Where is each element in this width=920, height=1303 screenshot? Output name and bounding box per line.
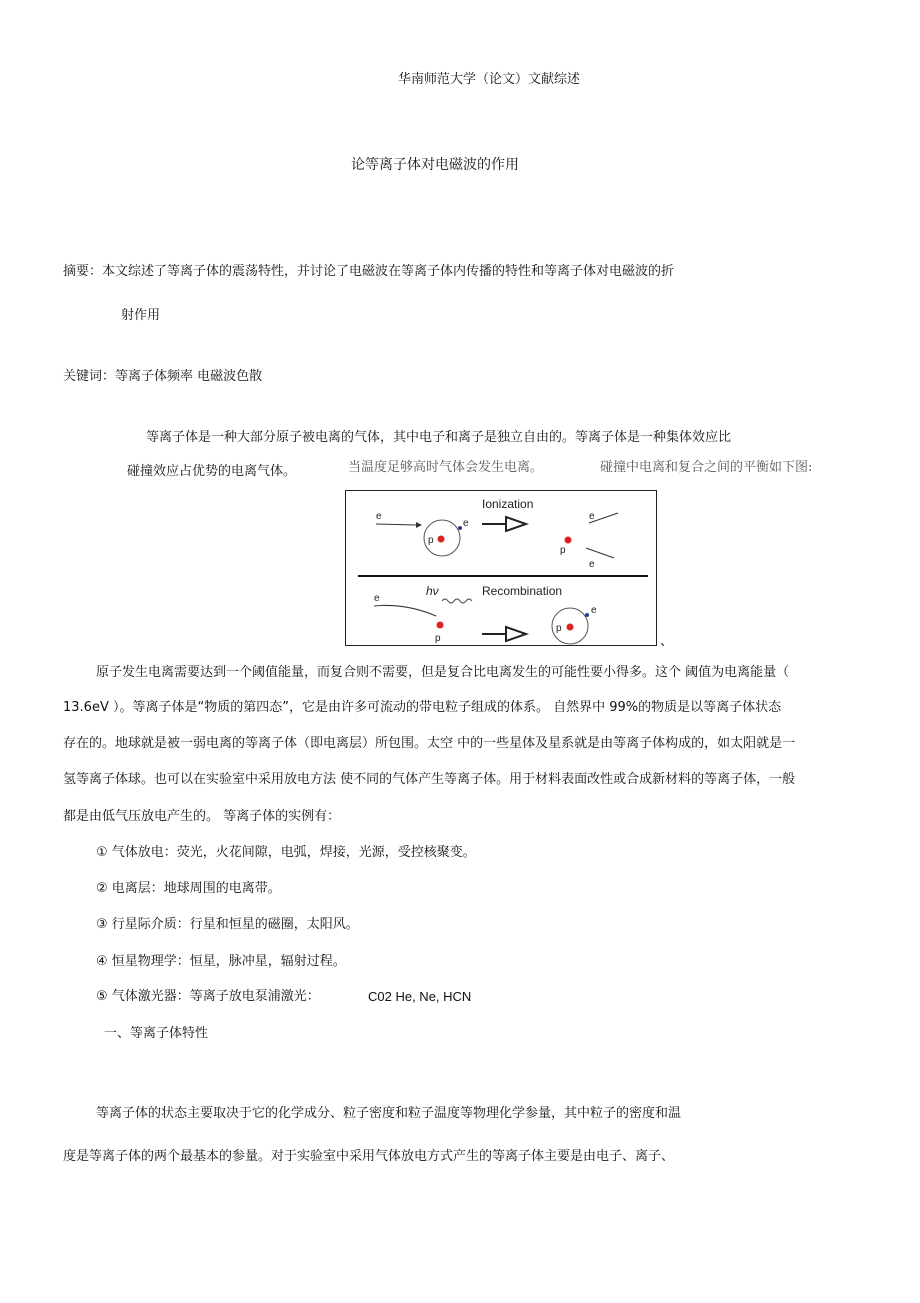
keywords: 关键词：等离子体频率 电磁波色散	[63, 369, 263, 384]
arrowhead-icon	[416, 522, 422, 528]
intro-line-2: 碰撞效应占优势的电离气体。	[127, 464, 297, 479]
para3-line-1: 等离子体的状态主要取决于它的化学成分、粒子密度和粒子温度等物理化学参量，其中粒子的密度和温	[96, 1106, 682, 1121]
para3-line-2: 度是等离子体的两个最基本的参量。对于实验室中采用气体放电方式产生的等离子体主要是由电子、离子、	[63, 1149, 675, 1164]
abstract-line-1: 摘要：本文综述了等离子体的震荡特性，并讨论了电磁波在等离子体内传播的特性和等离子体对电磁波的折	[63, 264, 675, 279]
example-item-3: ③ 行星际介质：行星和恒星的磁圈，太阳风。	[96, 917, 359, 932]
section-heading-1: 一、等离子体特性	[104, 1026, 209, 1041]
electron-label-1: e	[376, 511, 382, 522]
abstract-line-2: 射作用	[121, 308, 161, 323]
photon-wave-icon	[442, 599, 472, 603]
recombination-label: Recombination	[482, 584, 563, 598]
electron-dot-2	[585, 613, 589, 617]
proton-dot-2	[567, 624, 574, 631]
intro-serif-a: 当温度足够高时气体会发生电离。	[348, 460, 544, 475]
free-proton-dot	[565, 537, 572, 544]
page-header: 华南师范大学（论文）文献综述	[398, 72, 581, 87]
electron-label-5: e	[374, 593, 380, 604]
electron-track-3	[586, 548, 614, 558]
intro-serif-b: 碰撞中电离和复合之间的平衡如下图:	[600, 460, 813, 475]
para2-line-3: 存在的。地球就是被一弱电离的等离子体（即电离层）所包围。太空 中的一些星体及星系就是由等离子体构成的，如太阳就是一	[63, 736, 796, 751]
proton-label-1: p	[428, 535, 434, 546]
reaction-arrow-icon-2	[506, 627, 526, 641]
para2-line-2: 13.6eV ）。等离子体是“物质的第四态”，它是由许多可流动的带电粒子组成的体系。 自然界中 99%的物质是以等离子体状态	[63, 700, 782, 715]
para2-line-4: 氢等离子体球。也可以在实验室中采用放电方法 使不同的气体产生等离子体。用于材料表面改性或合成新材料的等离子体，一般	[63, 772, 796, 787]
electron-label-3: e	[589, 511, 595, 522]
laser-gases: C02 He, Ne, HCN	[368, 989, 472, 1004]
page-title: 论等离子体对电磁波的作用	[351, 157, 519, 173]
figure-trailing-mark: 、	[660, 634, 674, 649]
example-item-4: ④ 恒星物理学：恒星，脉冲星，辐射过程。	[96, 954, 346, 969]
intro-line-1: 等离子体是一种大部分原子被电离的气体，其中电子和离子是独立自由的。等离子体是一种集体效应比	[146, 430, 732, 445]
electron-label-6: e	[591, 605, 597, 616]
proton-dot	[438, 536, 445, 543]
free-proton-dot-2	[437, 622, 444, 629]
para2-line-5: 都是由低气压放电产生的。 等离子体的实例有：	[63, 809, 341, 824]
proton-label-4: p	[556, 623, 562, 634]
electron-label-2: e	[463, 518, 469, 529]
reaction-arrow-icon	[506, 517, 526, 531]
diagram-svg	[346, 491, 656, 645]
example-item-2: ② 电离层：地球周围的电离带。	[96, 881, 281, 896]
proton-label-3: p	[435, 633, 441, 644]
electron-label-4: e	[589, 559, 595, 570]
ionization-recombination-diagram	[345, 490, 657, 646]
para2-line-1: 原子发生电离需要达到一个阈值能量，而复合则不需要，但是复合比电离发生的可能性要小得多。这个 阈值为电离能量（	[96, 665, 790, 680]
electron-track-4	[374, 605, 436, 616]
photon-label: hν	[426, 584, 439, 598]
ionization-label: Ionization	[482, 497, 534, 511]
example-item-5: ⑤ 气体激光器：等离子放电泵浦激光：	[96, 989, 320, 1004]
proton-label-2: p	[560, 545, 566, 556]
example-item-1: ① 气体放电：荧光，火花间隙，电弧，焊接，光源，受控核聚变。	[96, 845, 476, 860]
electron-dot	[458, 526, 462, 530]
electron-track-1	[376, 524, 416, 525]
